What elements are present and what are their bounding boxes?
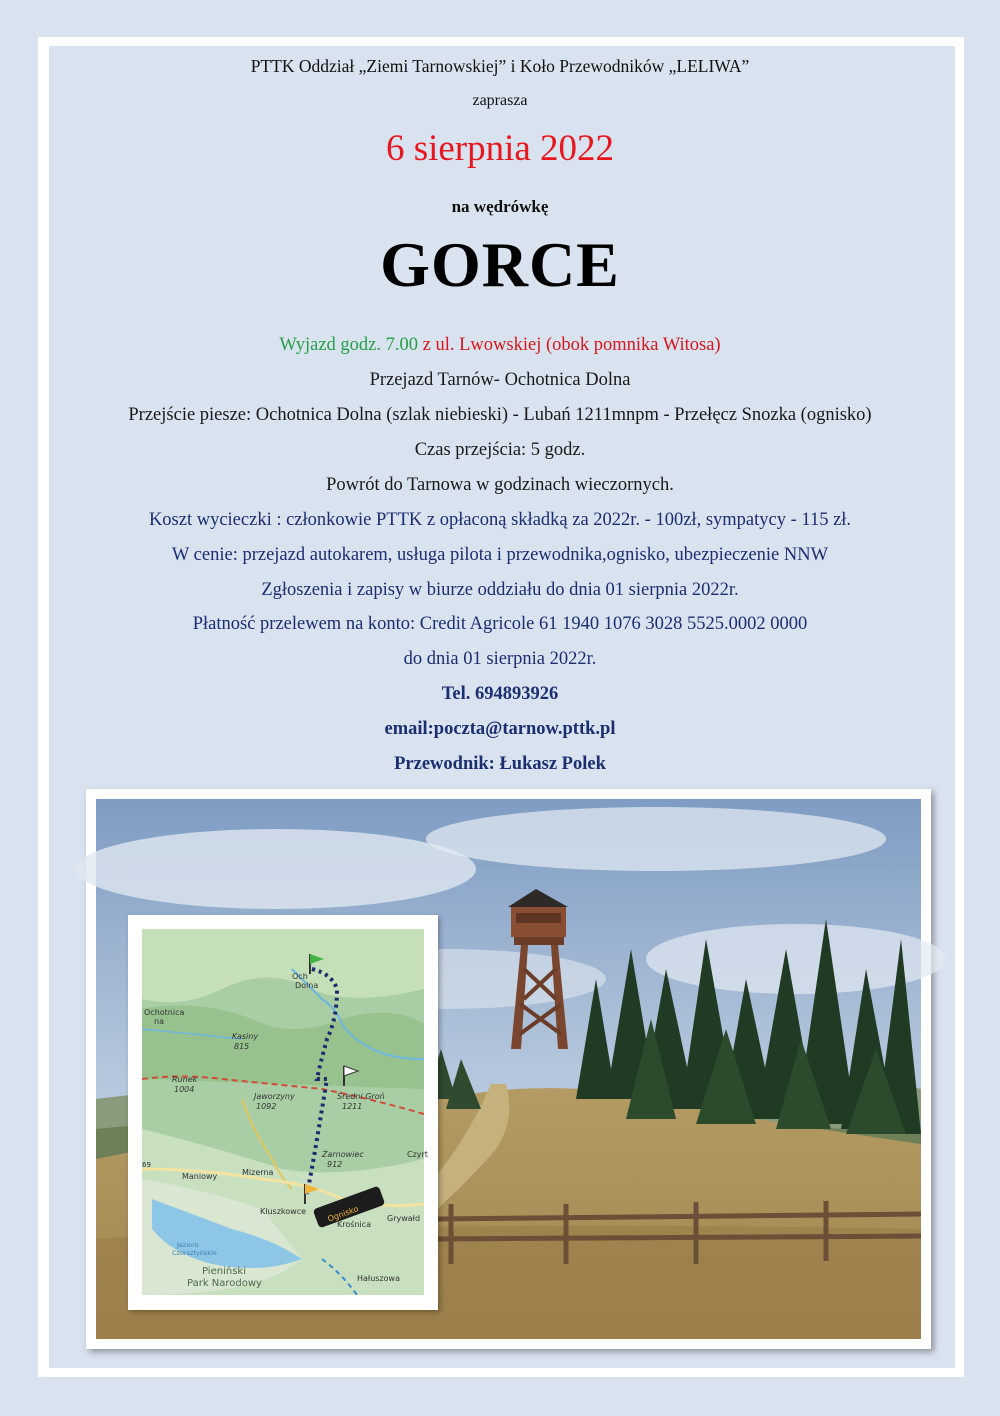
map-label-czorsztynskie: Czorsztyńskie: [172, 1249, 217, 1257]
map-label-sredni-gron-h: 1211: [342, 1102, 363, 1111]
cost-line: Koszt wycieczki : członkowie PTTK z opłaconą składką za 2022r. - 100zł, sympatycy - 115 zł.: [148, 510, 852, 530]
phone-line: Tel. 694893926: [441, 684, 559, 704]
route-map-frame: [128, 915, 438, 1310]
hike-label: na wędrówkę: [451, 197, 549, 216]
map-label-jaworzyny: Jaworzyny: [254, 1092, 295, 1101]
departure-time: Wyjazd godz. 7.00: [279, 335, 419, 355]
map-label-sredni-gron: Średni Groń: [337, 1092, 385, 1101]
map-label-jaworzyny-h: 1092: [256, 1102, 277, 1111]
map-label-runek-h: 1004: [174, 1085, 195, 1094]
route-map: [142, 929, 428, 1295]
map-label-kroscienko: Krośnica: [337, 1220, 372, 1229]
map-label-na: na: [154, 1017, 164, 1026]
event-title: GORCE: [380, 229, 620, 300]
email-line: email:poczta@tarnow.pttk.pl: [384, 719, 616, 739]
map-label-kasiny: Kasiny: [232, 1032, 259, 1041]
return-line: Powrót do Tarnowa w godzinach wieczornych.: [326, 475, 674, 495]
payment-line: Płatność przelewem na konto: Credit Agricole 61 1940 1076 3028 5525.0002 0000: [192, 614, 808, 634]
walk-time-line: Czas przejścia: 5 godz.: [414, 440, 586, 460]
map-label-park: Park Narodowy: [187, 1278, 262, 1289]
organizer-line: PTTK Oddział „Ziemi Tarnowskiej” i Koło Przewodników „LELIWA”: [250, 56, 750, 76]
map-label-ochotnica: Ochotnica: [144, 1008, 185, 1017]
map-label-ognisko: Ognisko: [326, 1204, 360, 1224]
map-label-pieninski: Pieniński: [202, 1266, 246, 1277]
route-map-illustration: [142, 929, 428, 1295]
map-label-haluszowa: Hałuszowa: [357, 1274, 400, 1283]
guide-line: Przewodnik: Łukasz Polek: [394, 754, 606, 774]
map-label-maniowy: Maniowy: [182, 1172, 218, 1181]
map-label-czyrt: Czyrt: [407, 1150, 428, 1159]
map-label-road-69: 69: [142, 1161, 151, 1169]
map-label-kluszkowce: Kluszkowce: [260, 1207, 307, 1216]
map-label-jezioro: Jezioro: [177, 1241, 199, 1249]
event-date: 6 sierpnia 2022: [385, 128, 615, 169]
map-label-mizerna: Mizerna: [242, 1168, 274, 1177]
payment-deadline-line: do dnia 01 sierpnia 2022r.: [403, 649, 597, 669]
departure-line: [0, 335, 1000, 356]
registration-line: Zgłoszenia i zapisy w biurze oddziału do dnia 01 sierpnia 2022r.: [261, 580, 739, 600]
map-label-zarnowiec-h: 912: [327, 1160, 343, 1169]
map-label-runek: Runek: [172, 1075, 198, 1084]
transfer-line: Przejazd Tarnów- Ochotnica Dolna: [369, 370, 631, 390]
included-line: W cenie: przejazd autokarem, usługa pilota i przewodnika,ognisko, ubezpieczenie NNW: [171, 545, 829, 565]
map-label-dolna: Dolna: [295, 981, 319, 990]
departure-place: z ul. Lwowskiej (obok pomnika Witosa): [418, 335, 721, 355]
map-label-zarnowiec: Żarnowiec: [322, 1150, 364, 1159]
walk-route-line: Przejście piesze: Ochotnica Dolna (szlak niebieski) - Lubań 1211mnpm - Przełęcz Snozka (ognisko): [128, 405, 872, 425]
invitation-word: zaprasza: [472, 92, 528, 109]
map-label-och: Och: [292, 972, 308, 981]
map-label-kasiny-h: 815: [234, 1042, 250, 1051]
map-label-grywald: Grywałd: [387, 1214, 421, 1223]
